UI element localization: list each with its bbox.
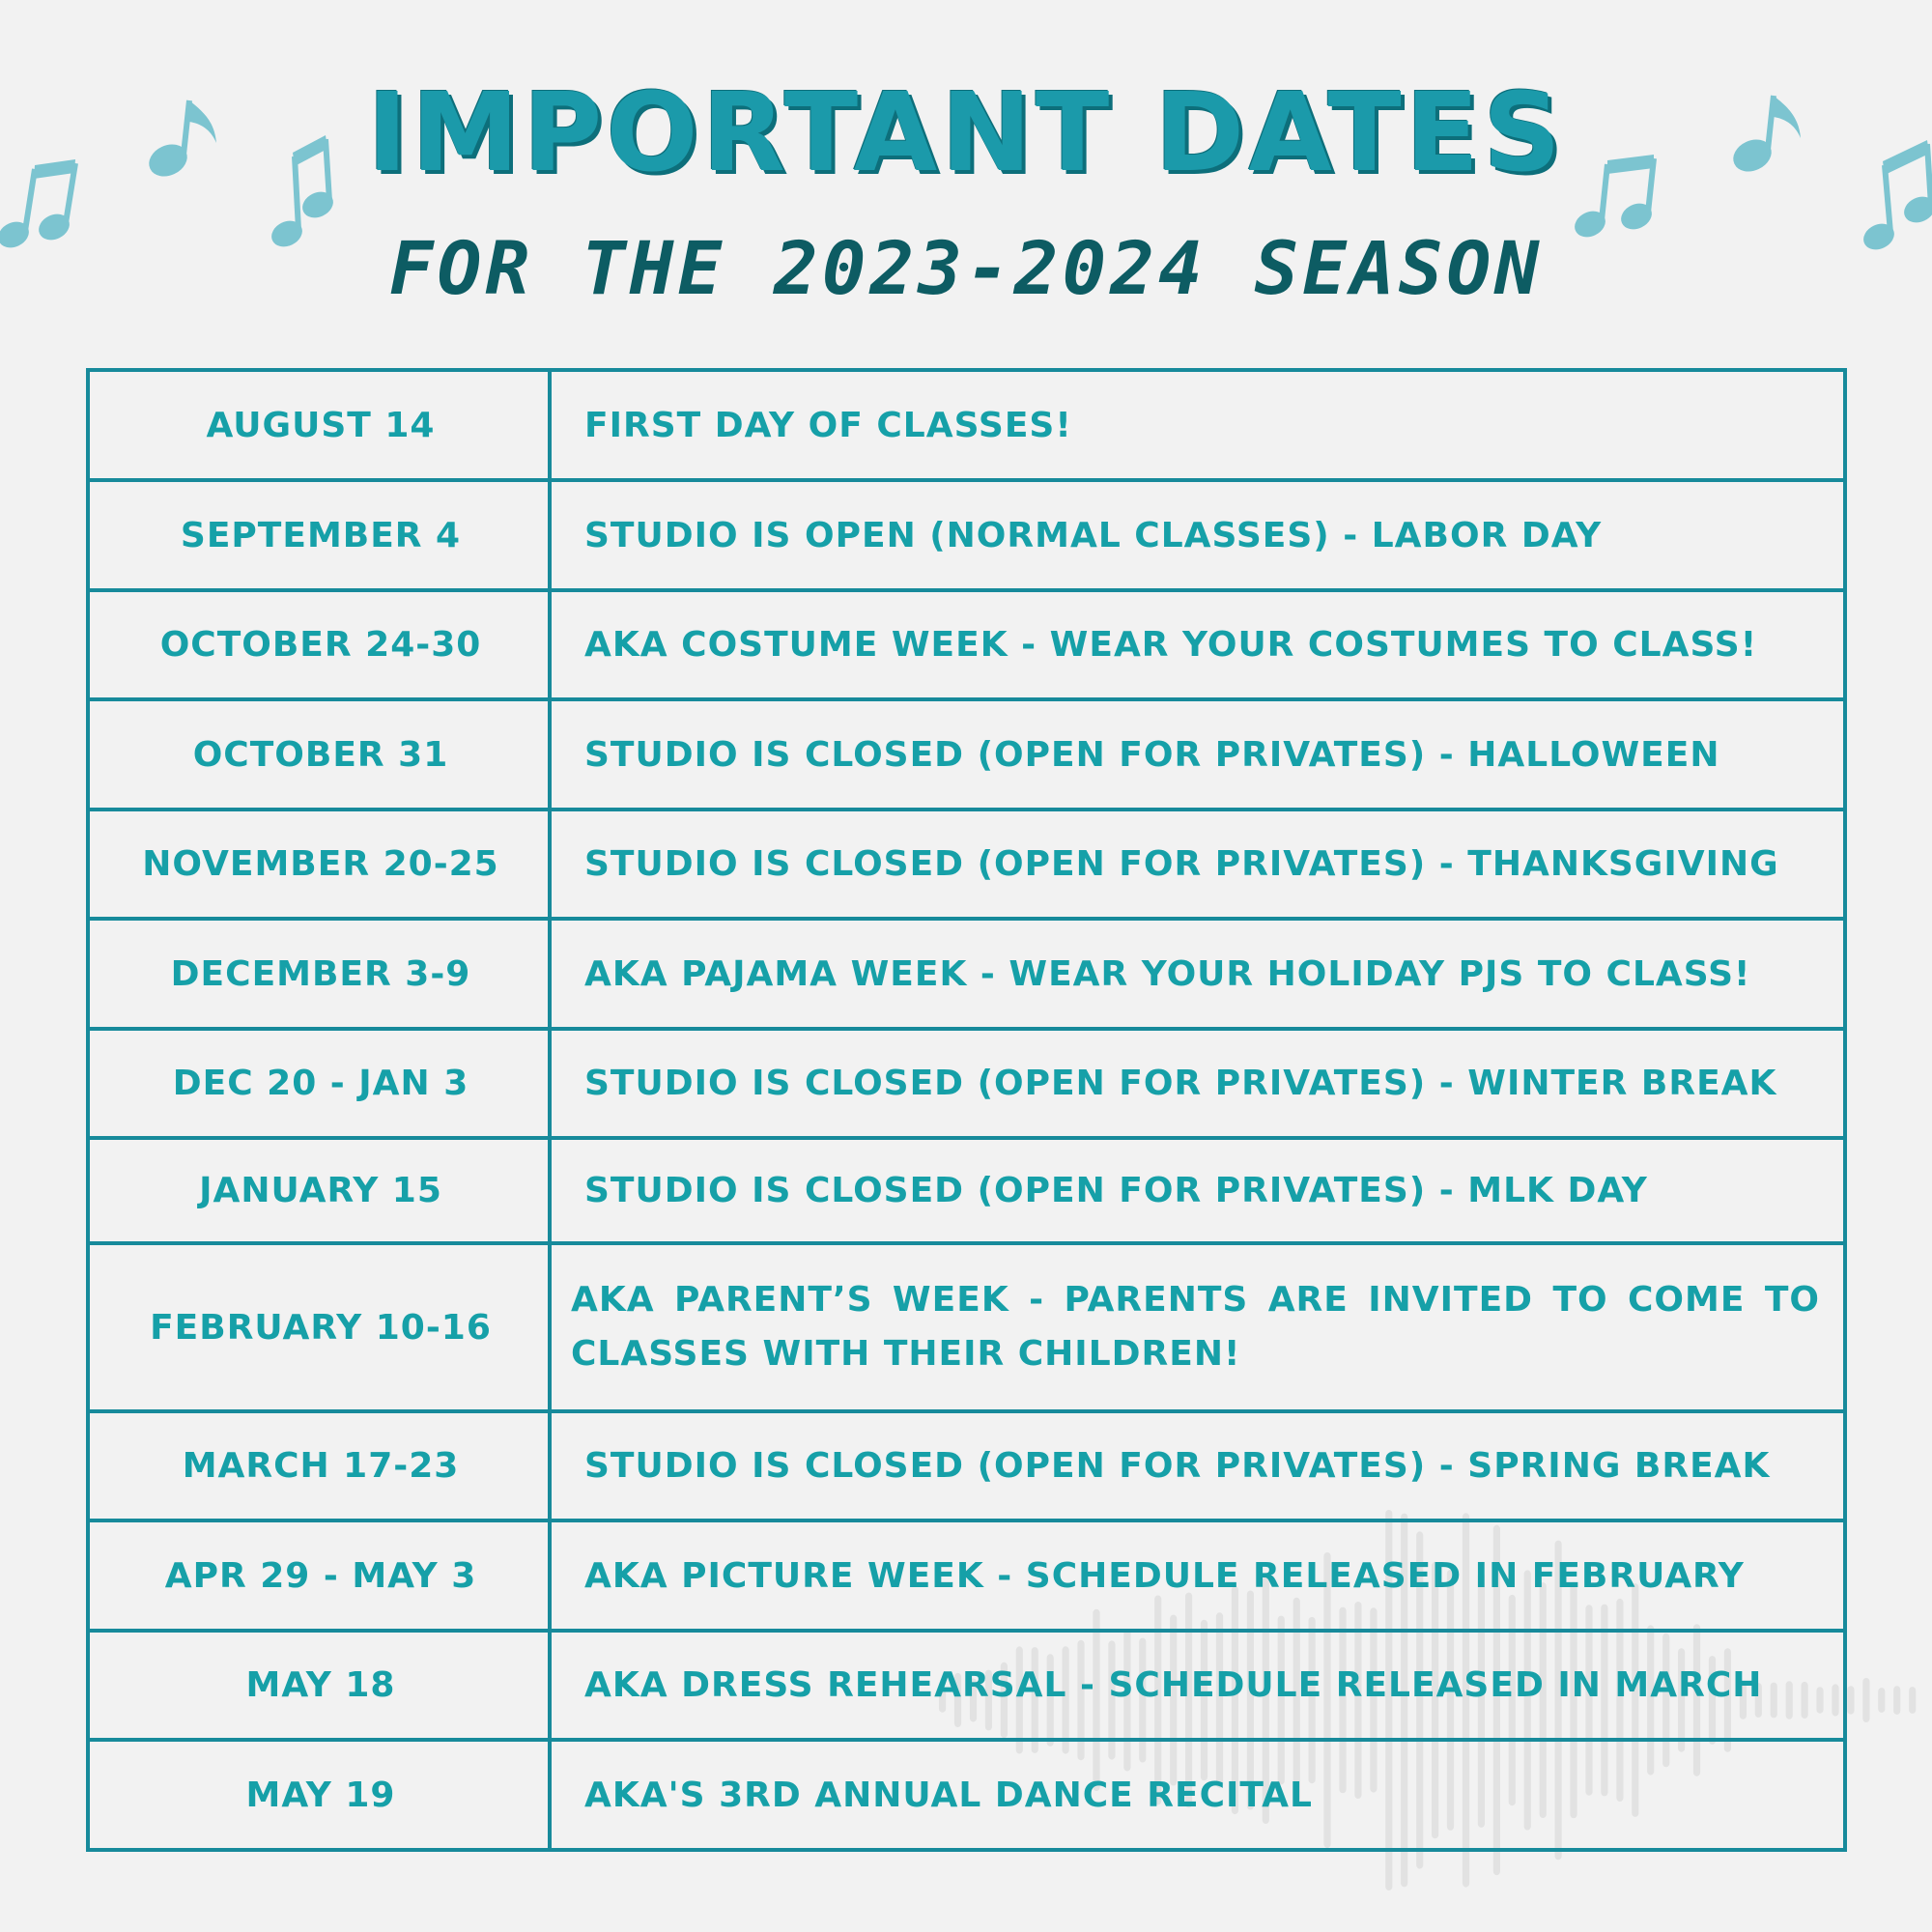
music-note-icon bbox=[0, 159, 97, 256]
wave-bar bbox=[1862, 1678, 1869, 1722]
row-event: AKA'S 3RD ANNUAL DANCE RECITAL bbox=[584, 1775, 1313, 1815]
row-event: AKA PARENT’S WEEK - PARENTS ARE INVITED TO COME TO CLASSES WITH THEIR CHILDREN! bbox=[571, 1280, 1820, 1374]
row-event: STUDIO IS OPEN (NORMAL CLASSES) - LABOR DAY bbox=[584, 515, 1603, 555]
row-date: MARCH 17-23 bbox=[182, 1446, 460, 1486]
wave-bar bbox=[1909, 1687, 1916, 1714]
wave-bar bbox=[1847, 1686, 1854, 1715]
row-event: AKA DRESS REHEARSAL - SCHEDULE RELEASED IN MARCH bbox=[584, 1665, 1763, 1705]
table-row bbox=[90, 921, 1843, 1031]
row-date: MAY 18 bbox=[245, 1665, 396, 1705]
row-date: AUGUST 14 bbox=[206, 405, 436, 445]
row-event: AKA COSTUME WEEK - WEAR YOUR COSTUMES TO CLASS! bbox=[584, 625, 1758, 665]
row-event: STUDIO IS CLOSED (OPEN FOR PRIVATES) - MLK DAY bbox=[584, 1171, 1648, 1210]
music-note-icon bbox=[1729, 92, 1806, 179]
table-row bbox=[90, 1633, 1843, 1742]
table-row bbox=[90, 482, 1843, 592]
row-event: STUDIO IS CLOSED (OPEN FOR PRIVATES) - THANKSGIVING bbox=[584, 844, 1779, 884]
table-row bbox=[90, 701, 1843, 811]
row-date: MAY 19 bbox=[245, 1775, 396, 1815]
music-note-icon bbox=[266, 135, 343, 251]
table-row bbox=[90, 1413, 1843, 1522]
row-event: STUDIO IS CLOSED (OPEN FOR PRIVATES) - SPRING BREAK bbox=[584, 1446, 1771, 1486]
table-row bbox=[90, 1140, 1843, 1245]
schedule-table bbox=[86, 368, 1847, 1852]
table-row bbox=[90, 372, 1843, 482]
table-row bbox=[90, 1031, 1843, 1140]
row-event: AKA PICTURE WEEK - SCHEDULE RELEASED IN FEBRUARY bbox=[584, 1555, 1745, 1596]
row-event: AKA PAJAMA WEEK - WEAR YOUR HOLIDAY PJS TO CLASS! bbox=[584, 953, 1751, 994]
wave-bar bbox=[1893, 1686, 1900, 1715]
row-date: DEC 20 - JAN 3 bbox=[172, 1064, 469, 1103]
row-date: DECEMBER 3-9 bbox=[170, 953, 471, 994]
page-subtitle: FOR THE 2023-2024 SEASON bbox=[388, 225, 1544, 311]
music-note-icon bbox=[1573, 155, 1669, 242]
row-date: JANUARY 15 bbox=[199, 1171, 442, 1210]
row-date: APR 29 - MAY 3 bbox=[164, 1555, 477, 1596]
row-event: FIRST DAY OF CLASSES! bbox=[584, 405, 1072, 445]
row-date: NOVEMBER 20-25 bbox=[142, 844, 499, 884]
wave-bar bbox=[1878, 1688, 1885, 1713]
row-event: STUDIO IS CLOSED (OPEN FOR PRIVATES) - WINTER BREAK bbox=[584, 1064, 1777, 1103]
table-row bbox=[90, 1522, 1843, 1633]
music-note-icon bbox=[145, 97, 222, 184]
row-event: STUDIO IS CLOSED (OPEN FOR PRIVATES) - HALLOWEEN bbox=[584, 734, 1720, 775]
row-date: FEBRUARY 10-16 bbox=[150, 1307, 492, 1348]
table-row bbox=[90, 811, 1843, 921]
row-date: OCTOBER 24-30 bbox=[159, 625, 482, 665]
music-note-icon bbox=[1860, 140, 1932, 256]
table-row bbox=[90, 1245, 1843, 1413]
table-row bbox=[90, 1742, 1843, 1848]
table-row bbox=[90, 592, 1843, 701]
row-date: SEPTEMBER 4 bbox=[180, 515, 462, 555]
page-title: IMPORTANT DATES bbox=[367, 71, 1565, 196]
row-date: OCTOBER 31 bbox=[192, 734, 449, 775]
